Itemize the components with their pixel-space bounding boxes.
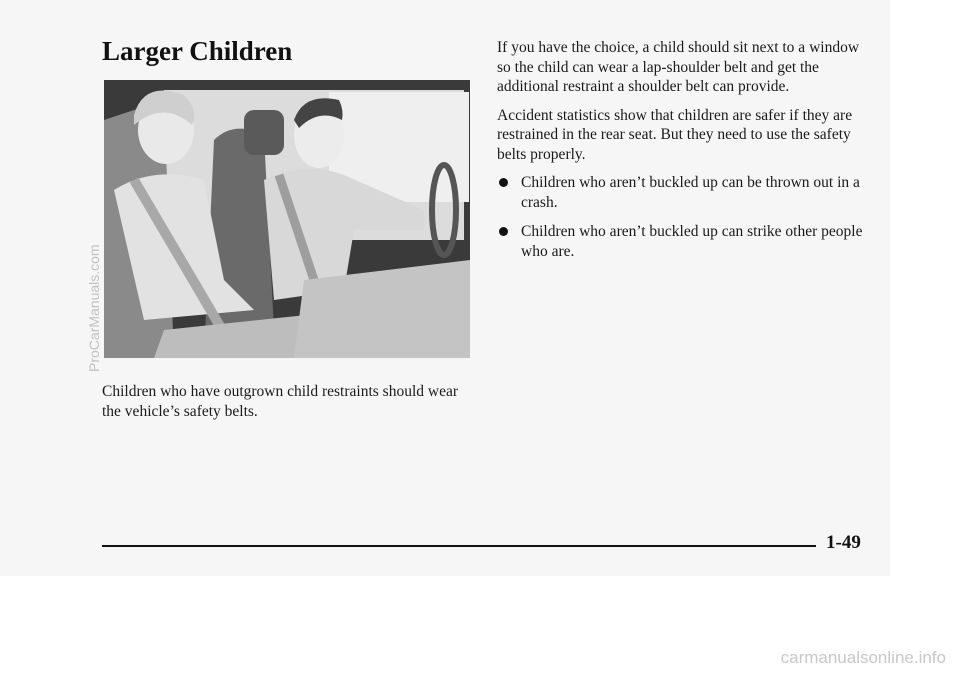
bullet-list [497,173,869,261]
bullet-icon [499,227,508,236]
bullet-icon [499,178,508,187]
list-item [497,222,869,261]
list-item [497,173,869,212]
page-number: 1-49 [826,532,861,553]
body-text-column [497,38,869,271]
site-footer-text: carmanualsonline.info [780,648,946,667]
footer-rule [102,545,816,547]
paragraph-accident-statistics: Accident statistics show that children are safer if they are restrained in the rear seat. But they need to use the safety belts properly. [497,106,853,163]
illustration-caption: Children who have outgrown child restraints should wear the vehicle’s safety belts. [102,383,458,420]
watermark-text: ProCarManuals.com [86,244,102,372]
bullet-text: Children who aren’t buckled up can strike other people who are. [521,223,863,260]
children-seatbelt-illustration-icon [104,80,470,358]
paragraph-window-seat: If you have the choice, a child should sit next to a window so the child can wear a lap-shoulder belt and get the additional restraint a shoulder belt can provide. [497,39,860,95]
bullet-text: Children who aren’t buckled up can be thrown out in a crash. [521,174,860,211]
page-title: Larger Children [102,36,293,66]
seatbelt-illustration [104,80,470,358]
